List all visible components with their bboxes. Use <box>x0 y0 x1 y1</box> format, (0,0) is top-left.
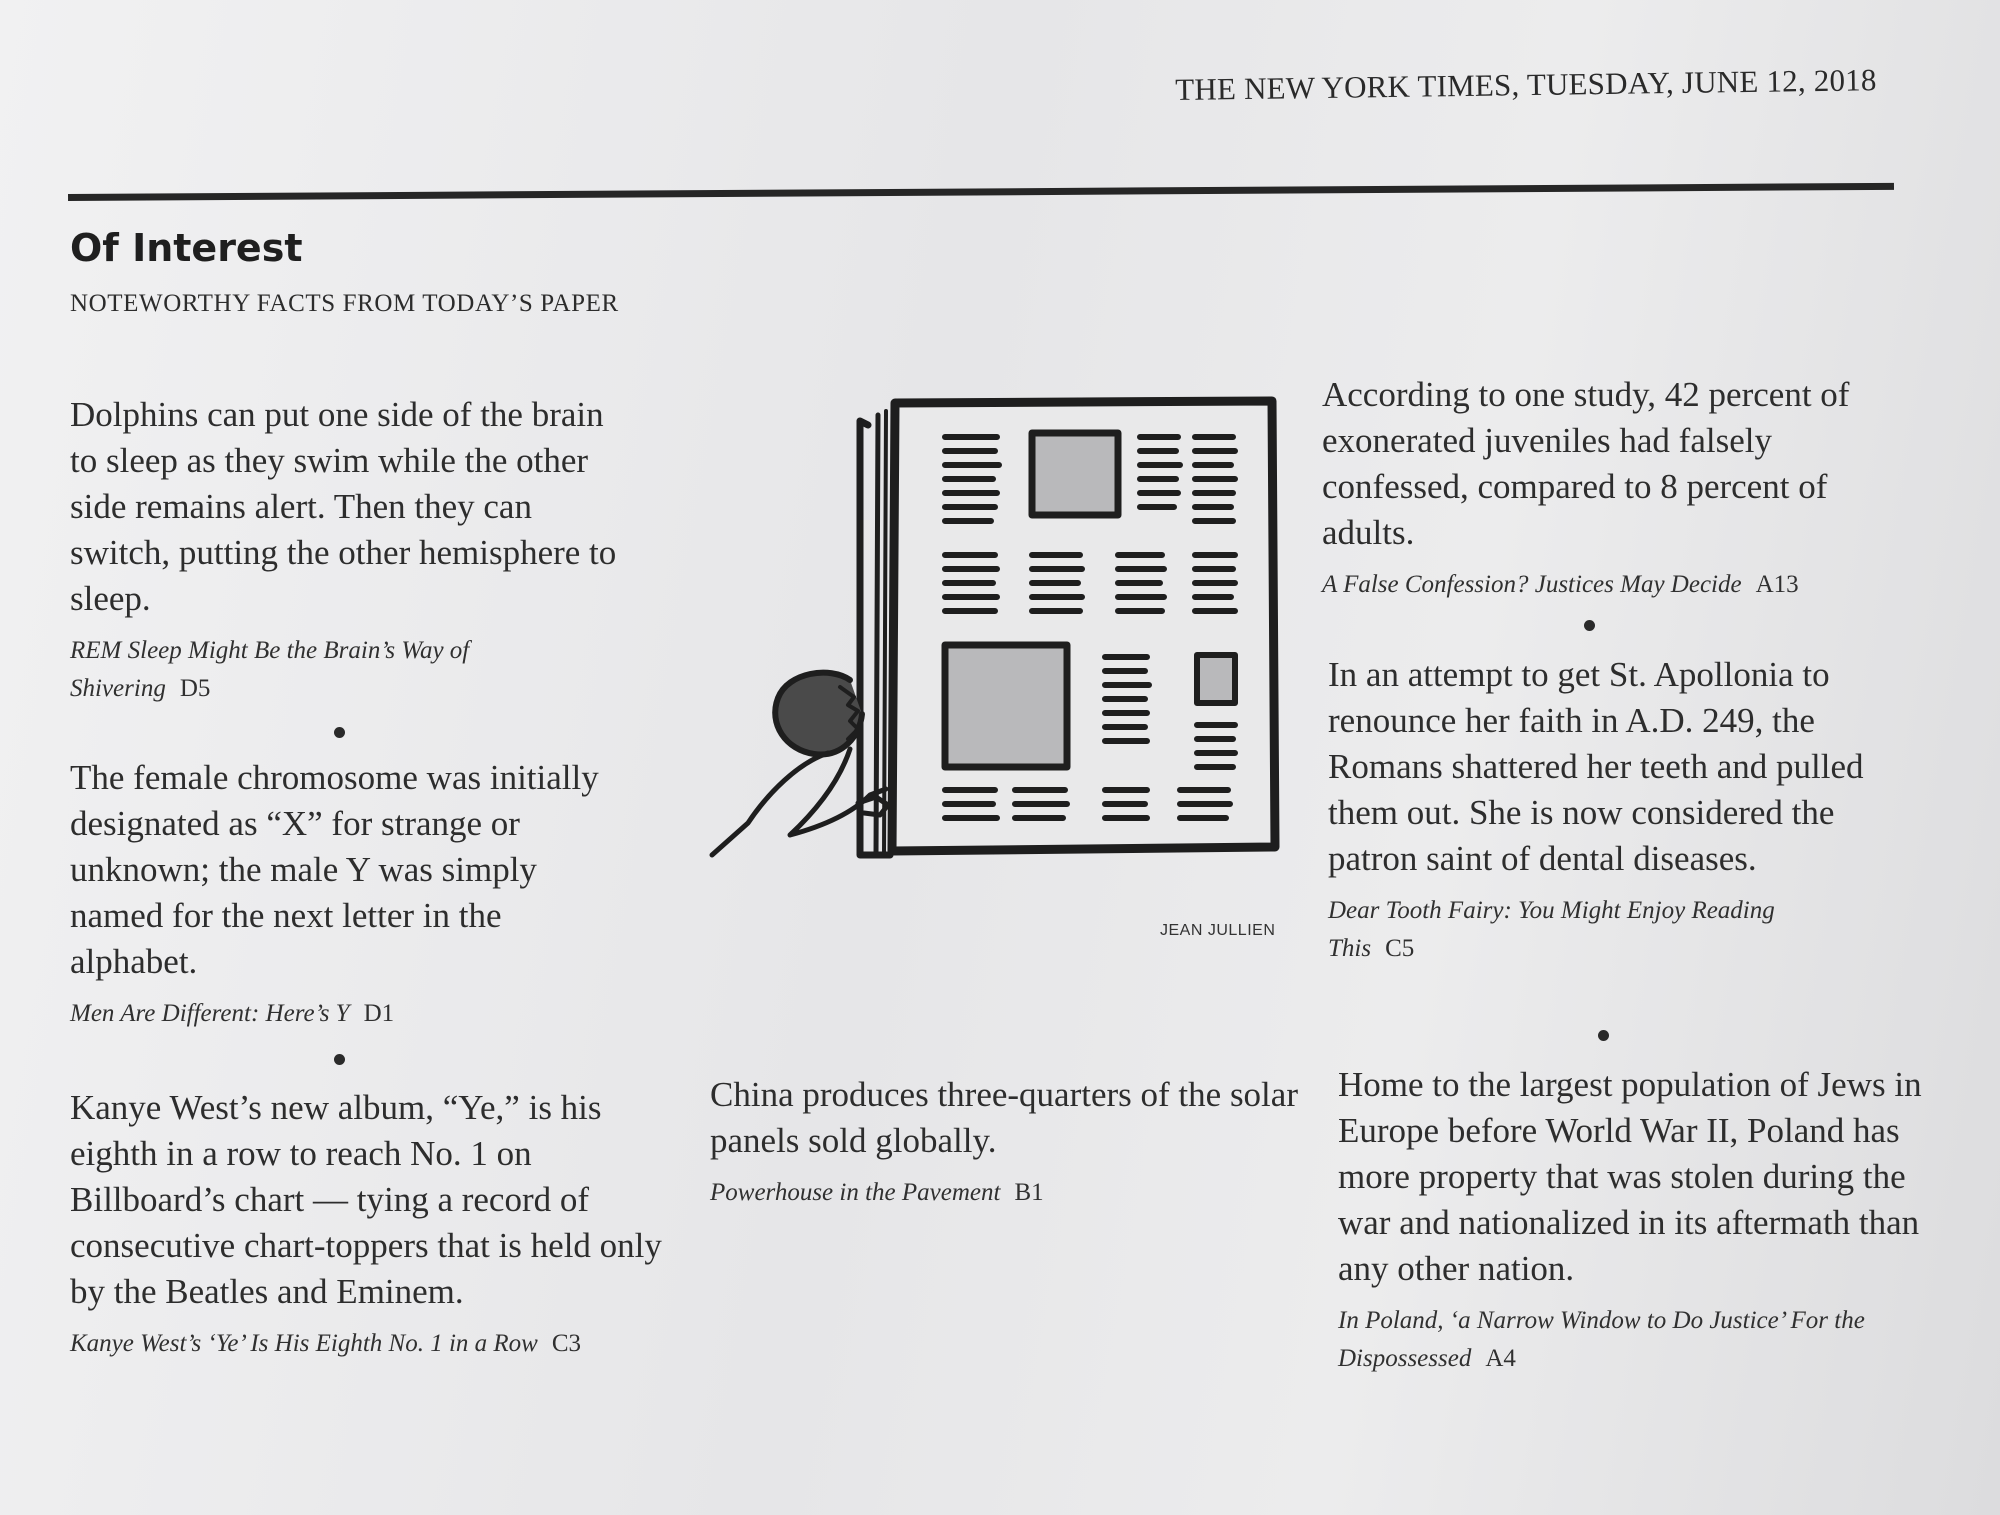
fact-item-poland <box>1338 1062 1948 1378</box>
fact-text: According to one study, 42 percent of exonerated juveniles had falsely confessed, compared to 8 percent of adults. <box>1322 375 1850 552</box>
separator-dot <box>1598 1030 1609 1041</box>
fact-text: Dolphins can put one side of the brain to sleep as they swim while the other side remains alert. Then they can switch, putting the other hemisphere to sleep. <box>70 395 617 618</box>
page-reference: A4 <box>1485 1345 1516 1372</box>
source-headline[interactable]: A False Confession? Justices May Decide <box>1322 571 1742 598</box>
page-reference: C5 <box>1385 935 1415 962</box>
fact-text: In an attempt to get St. Apollonia to renounce her faith in A.D. 249, the Romans shattered her teeth and pulled them out. She is now considered the patron saint of dental diseases. <box>1328 655 1864 878</box>
page-reference: A13 <box>1755 571 1799 598</box>
fact-item-apollonia <box>1328 652 1893 968</box>
separator-dot <box>334 1054 345 1065</box>
page-reference: D1 <box>363 1000 395 1027</box>
separator-dot <box>334 727 345 738</box>
fact-item-china <box>710 1072 1310 1212</box>
fact-text: China produces three-quarters of the solar panels sold globally. <box>710 1075 1298 1160</box>
fact-item-chromosome <box>70 755 605 1033</box>
header-rule <box>68 183 1894 201</box>
page-reference: B1 <box>1014 1179 1044 1206</box>
fact-item-kanye <box>70 1085 680 1363</box>
fact-text: The female chromosome was initially designated as “X” for strange or unknown; the male Y was simply named for the next letter in the alphabet. <box>70 758 599 981</box>
section-subtitle: NOTEWORTHY FACTS FROM TODAY’S PAPER <box>70 290 619 317</box>
newspaper-illustration <box>700 385 1290 875</box>
fact-item-dolphins <box>70 392 630 708</box>
page-reference: C3 <box>551 1330 582 1357</box>
source-headline[interactable]: In Poland, ‘a Narrow Window to Do Justice’ For the Dispossessed <box>1338 1307 1865 1372</box>
source-headline[interactable]: REM Sleep Might Be the Brain’s Way of Shivering <box>70 637 470 702</box>
page-reference: D5 <box>179 675 211 702</box>
source-headline[interactable]: Men Are Different: Here’s Y <box>70 1000 350 1027</box>
separator-dot <box>1584 620 1595 631</box>
section-title: Of Interest <box>70 226 303 270</box>
illustration-credit: JEAN JULLIEN <box>1160 922 1276 939</box>
fact-text: Kanye West’s new album, “Ye,” is his eighth in a row to reach No. 1 on Billboard’s chart — tying a record of consecutive chart-toppers that is held only by the Beatles and Eminem. <box>70 1088 662 1311</box>
fact-text: Home to the largest population of Jews in Europe before World War II, Poland has more property that was stolen during the war and nationalized in its aftermath than any other nation. <box>1338 1065 1922 1288</box>
source-headline[interactable]: Powerhouse in the Pavement <box>710 1179 1001 1206</box>
fact-item-false-confession <box>1322 372 1882 604</box>
source-headline[interactable]: Dear Tooth Fairy: You Might Enjoy Reading This <box>1328 897 1775 962</box>
masthead: THE NEW YORK TIMES, TUESDAY, JUNE 12, 2018 <box>1175 62 1877 107</box>
source-headline[interactable]: Kanye West’s ‘Ye’ Is His Eighth No. 1 in a Row <box>70 1330 538 1357</box>
